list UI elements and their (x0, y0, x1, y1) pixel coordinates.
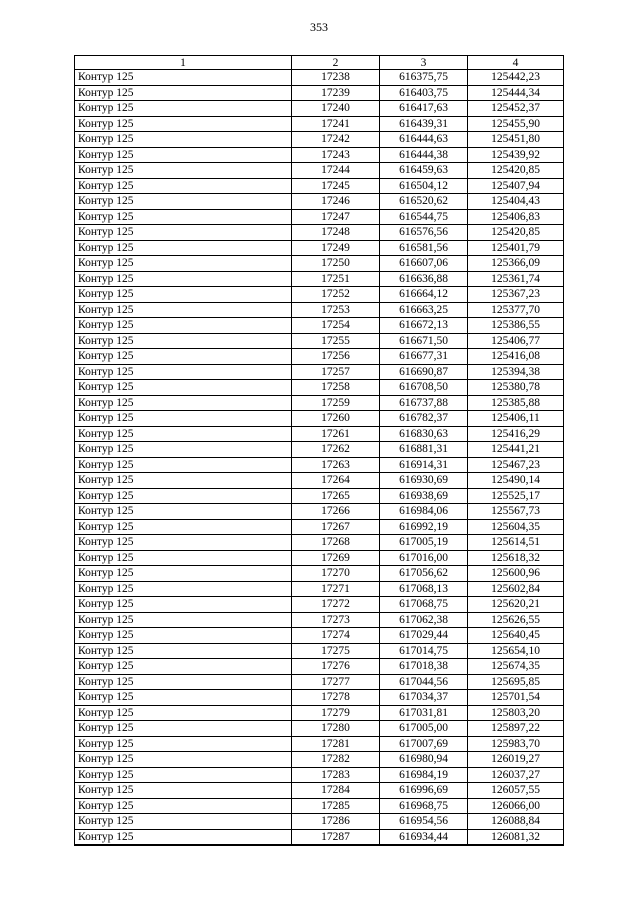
table-row (75, 101, 564, 117)
contour-name-cell: Контур 125 (75, 70, 292, 86)
point-number-cell: 17249 (292, 240, 380, 256)
table-row (75, 426, 564, 442)
y-coordinate-cell: 125406,83 (468, 209, 564, 225)
point-number-cell: 17268 (292, 535, 380, 551)
table-row (75, 767, 564, 783)
x-coordinate-cell: 616984,06 (380, 504, 468, 520)
x-coordinate-cell: 617034,37 (380, 690, 468, 706)
table-row (75, 178, 564, 194)
contour-name-cell: Контур 125 (75, 349, 292, 365)
point-number-cell: 17239 (292, 85, 380, 101)
y-coordinate-cell: 125451,80 (468, 132, 564, 148)
x-coordinate-cell: 616938,69 (380, 488, 468, 504)
contour-name-cell: Контур 125 (75, 473, 292, 489)
point-number-cell: 17267 (292, 519, 380, 535)
y-coordinate-cell: 125600,96 (468, 566, 564, 582)
contour-name-cell: Контур 125 (75, 194, 292, 210)
x-coordinate-cell: 617031,81 (380, 705, 468, 721)
table-row (75, 457, 564, 473)
contour-name-cell: Контур 125 (75, 752, 292, 768)
point-number-cell: 17248 (292, 225, 380, 241)
point-number-cell: 17261 (292, 426, 380, 442)
x-coordinate-cell: 616544,75 (380, 209, 468, 225)
table-row (75, 302, 564, 318)
x-coordinate-cell: 616737,88 (380, 395, 468, 411)
contour-name-cell: Контур 125 (75, 116, 292, 132)
table-row (75, 333, 564, 349)
contour-name-cell: Контур 125 (75, 163, 292, 179)
y-coordinate-cell: 126081,32 (468, 829, 564, 845)
column-header-3: 3 (380, 56, 468, 70)
table-row (75, 395, 564, 411)
x-coordinate-cell: 616984,19 (380, 767, 468, 783)
contour-name-cell: Контур 125 (75, 736, 292, 752)
y-coordinate-cell: 125386,55 (468, 318, 564, 334)
contour-name-cell: Контур 125 (75, 442, 292, 458)
table-body (75, 70, 564, 846)
x-coordinate-cell: 616459,63 (380, 163, 468, 179)
point-number-cell: 17279 (292, 705, 380, 721)
point-number-cell: 17255 (292, 333, 380, 349)
point-number-cell: 17273 (292, 612, 380, 628)
table-row (75, 829, 564, 845)
table-row (75, 442, 564, 458)
y-coordinate-cell: 125452,37 (468, 101, 564, 117)
point-number-cell: 17241 (292, 116, 380, 132)
point-number-cell: 17271 (292, 581, 380, 597)
contour-name-cell: Контур 125 (75, 504, 292, 520)
column-header-4: 4 (468, 56, 564, 70)
contour-name-cell: Контур 125 (75, 426, 292, 442)
table-row (75, 690, 564, 706)
table-row (75, 535, 564, 551)
x-coordinate-cell: 616636,88 (380, 271, 468, 287)
y-coordinate-cell: 125444,34 (468, 85, 564, 101)
point-number-cell: 17240 (292, 101, 380, 117)
table-row (75, 581, 564, 597)
y-coordinate-cell: 125420,85 (468, 225, 564, 241)
contour-name-cell: Контур 125 (75, 674, 292, 690)
contour-name-cell: Контур 125 (75, 411, 292, 427)
contour-name-cell: Контур 125 (75, 395, 292, 411)
table-row (75, 349, 564, 365)
table-row (75, 364, 564, 380)
y-coordinate-cell: 125640,45 (468, 628, 564, 644)
table-row (75, 147, 564, 163)
contour-name-cell: Контур 125 (75, 225, 292, 241)
y-coordinate-cell: 125416,08 (468, 349, 564, 365)
y-coordinate-cell: 125654,10 (468, 643, 564, 659)
x-coordinate-cell: 616504,12 (380, 178, 468, 194)
x-coordinate-cell: 617068,13 (380, 581, 468, 597)
x-coordinate-cell: 617007,69 (380, 736, 468, 752)
y-coordinate-cell: 125602,84 (468, 581, 564, 597)
table-row (75, 194, 564, 210)
contour-name-cell: Контур 125 (75, 535, 292, 551)
contour-name-cell: Контур 125 (75, 705, 292, 721)
table-row (75, 225, 564, 241)
point-number-cell: 17259 (292, 395, 380, 411)
y-coordinate-cell: 125441,21 (468, 442, 564, 458)
column-header-1: 1 (75, 56, 292, 70)
table-row (75, 612, 564, 628)
point-number-cell: 17266 (292, 504, 380, 520)
point-number-cell: 17244 (292, 163, 380, 179)
y-coordinate-cell: 125407,94 (468, 178, 564, 194)
table-row (75, 643, 564, 659)
x-coordinate-cell: 617014,75 (380, 643, 468, 659)
y-coordinate-cell: 125620,21 (468, 597, 564, 613)
x-coordinate-cell: 617068,75 (380, 597, 468, 613)
y-coordinate-cell: 125380,78 (468, 380, 564, 396)
x-coordinate-cell: 617018,38 (380, 659, 468, 675)
table-row (75, 597, 564, 613)
contour-name-cell: Контур 125 (75, 612, 292, 628)
point-number-cell: 17276 (292, 659, 380, 675)
contour-name-cell: Контур 125 (75, 829, 292, 845)
y-coordinate-cell: 125525,17 (468, 488, 564, 504)
x-coordinate-cell: 616996,69 (380, 783, 468, 799)
x-coordinate-cell: 616576,56 (380, 225, 468, 241)
y-coordinate-cell: 125367,23 (468, 287, 564, 303)
point-number-cell: 17262 (292, 442, 380, 458)
table-row (75, 814, 564, 830)
contour-name-cell: Контур 125 (75, 302, 292, 318)
table-row (75, 318, 564, 334)
y-coordinate-cell: 125439,92 (468, 147, 564, 163)
y-coordinate-cell: 125442,23 (468, 70, 564, 86)
x-coordinate-cell: 616934,44 (380, 829, 468, 845)
contour-name-cell: Контур 125 (75, 628, 292, 644)
x-coordinate-cell: 616607,06 (380, 256, 468, 272)
point-number-cell: 17254 (292, 318, 380, 334)
y-coordinate-cell: 125897,22 (468, 721, 564, 737)
y-coordinate-cell: 126019,27 (468, 752, 564, 768)
x-coordinate-cell: 616663,25 (380, 302, 468, 318)
x-coordinate-cell: 616968,75 (380, 798, 468, 814)
x-coordinate-cell: 616444,63 (380, 132, 468, 148)
contour-name-cell: Контур 125 (75, 798, 292, 814)
point-number-cell: 17246 (292, 194, 380, 210)
point-number-cell: 17287 (292, 829, 380, 845)
table-row (75, 628, 564, 644)
x-coordinate-cell: 616980,94 (380, 752, 468, 768)
point-number-cell: 17285 (292, 798, 380, 814)
x-coordinate-cell: 616375,75 (380, 70, 468, 86)
table-row (75, 752, 564, 768)
y-coordinate-cell: 125404,43 (468, 194, 564, 210)
point-number-cell: 17243 (292, 147, 380, 163)
contour-name-cell: Контур 125 (75, 690, 292, 706)
table-header (75, 56, 564, 70)
point-number-cell: 17260 (292, 411, 380, 427)
table-row (75, 70, 564, 86)
x-coordinate-cell: 616708,50 (380, 380, 468, 396)
table-row (75, 798, 564, 814)
x-coordinate-cell: 616581,56 (380, 240, 468, 256)
contour-name-cell: Контур 125 (75, 457, 292, 473)
contour-name-cell: Контур 125 (75, 101, 292, 117)
point-number-cell: 17265 (292, 488, 380, 504)
contour-name-cell: Контур 125 (75, 333, 292, 349)
y-coordinate-cell: 125455,90 (468, 116, 564, 132)
table-row (75, 736, 564, 752)
coordinates-table (74, 55, 564, 846)
table-row (75, 674, 564, 690)
y-coordinate-cell: 125618,32 (468, 550, 564, 566)
x-coordinate-cell: 617062,38 (380, 612, 468, 628)
contour-name-cell: Контур 125 (75, 209, 292, 225)
contour-name-cell: Контур 125 (75, 132, 292, 148)
contour-name-cell: Контур 125 (75, 85, 292, 101)
point-number-cell: 17286 (292, 814, 380, 830)
table-row (75, 132, 564, 148)
contour-name-cell: Контур 125 (75, 767, 292, 783)
point-number-cell: 17257 (292, 364, 380, 380)
y-coordinate-cell: 126088,84 (468, 814, 564, 830)
x-coordinate-cell: 616690,87 (380, 364, 468, 380)
point-number-cell: 17253 (292, 302, 380, 318)
column-header-2: 2 (292, 56, 380, 70)
table-row (75, 783, 564, 799)
point-number-cell: 17264 (292, 473, 380, 489)
y-coordinate-cell: 126066,00 (468, 798, 564, 814)
x-coordinate-cell: 616930,69 (380, 473, 468, 489)
contour-name-cell: Контур 125 (75, 364, 292, 380)
point-number-cell: 17282 (292, 752, 380, 768)
x-coordinate-cell: 616672,13 (380, 318, 468, 334)
point-number-cell: 17250 (292, 256, 380, 272)
table-row (75, 566, 564, 582)
header-row (75, 56, 564, 70)
contour-name-cell: Контур 125 (75, 287, 292, 303)
x-coordinate-cell: 616954,56 (380, 814, 468, 830)
x-coordinate-cell: 616992,19 (380, 519, 468, 535)
y-coordinate-cell: 125490,14 (468, 473, 564, 489)
point-number-cell: 17275 (292, 643, 380, 659)
table-row (75, 287, 564, 303)
x-coordinate-cell: 617044,56 (380, 674, 468, 690)
y-coordinate-cell: 125567,73 (468, 504, 564, 520)
x-coordinate-cell: 617029,44 (380, 628, 468, 644)
table-row (75, 721, 564, 737)
contour-name-cell: Контур 125 (75, 488, 292, 504)
point-number-cell: 17272 (292, 597, 380, 613)
x-coordinate-cell: 616671,50 (380, 333, 468, 349)
x-coordinate-cell: 616664,12 (380, 287, 468, 303)
y-coordinate-cell: 126037,27 (468, 767, 564, 783)
point-number-cell: 17277 (292, 674, 380, 690)
table-row (75, 256, 564, 272)
point-number-cell: 17280 (292, 721, 380, 737)
table-row (75, 550, 564, 566)
x-coordinate-cell: 616417,63 (380, 101, 468, 117)
contour-name-cell: Контур 125 (75, 659, 292, 675)
point-number-cell: 17256 (292, 349, 380, 365)
contour-name-cell: Контур 125 (75, 783, 292, 799)
table-row (75, 271, 564, 287)
table-row (75, 504, 564, 520)
point-number-cell: 17252 (292, 287, 380, 303)
x-coordinate-cell: 617005,19 (380, 535, 468, 551)
table-row (75, 411, 564, 427)
y-coordinate-cell: 125416,29 (468, 426, 564, 442)
x-coordinate-cell: 617056,62 (380, 566, 468, 582)
contour-name-cell: Контур 125 (75, 814, 292, 830)
y-coordinate-cell: 125385,88 (468, 395, 564, 411)
table-row (75, 240, 564, 256)
y-coordinate-cell: 125406,11 (468, 411, 564, 427)
y-coordinate-cell: 125695,85 (468, 674, 564, 690)
y-coordinate-cell: 125420,85 (468, 163, 564, 179)
point-number-cell: 17263 (292, 457, 380, 473)
point-number-cell: 17258 (292, 380, 380, 396)
contour-name-cell: Контур 125 (75, 271, 292, 287)
y-coordinate-cell: 125394,38 (468, 364, 564, 380)
point-number-cell: 17274 (292, 628, 380, 644)
y-coordinate-cell: 125401,79 (468, 240, 564, 256)
point-number-cell: 17284 (292, 783, 380, 799)
contour-name-cell: Контур 125 (75, 318, 292, 334)
point-number-cell: 17251 (292, 271, 380, 287)
point-number-cell: 17281 (292, 736, 380, 752)
table-row (75, 380, 564, 396)
y-coordinate-cell: 125377,70 (468, 302, 564, 318)
contour-name-cell: Контур 125 (75, 566, 292, 582)
contour-name-cell: Контур 125 (75, 581, 292, 597)
x-coordinate-cell: 616677,31 (380, 349, 468, 365)
x-coordinate-cell: 616520,62 (380, 194, 468, 210)
y-coordinate-cell: 125674,35 (468, 659, 564, 675)
contour-name-cell: Контур 125 (75, 147, 292, 163)
y-coordinate-cell: 125406,77 (468, 333, 564, 349)
x-coordinate-cell: 616881,31 (380, 442, 468, 458)
contour-name-cell: Контур 125 (75, 178, 292, 194)
contour-name-cell: Контур 125 (75, 240, 292, 256)
table-row (75, 163, 564, 179)
x-coordinate-cell: 616439,31 (380, 116, 468, 132)
x-coordinate-cell: 616914,31 (380, 457, 468, 473)
point-number-cell: 17269 (292, 550, 380, 566)
contour-name-cell: Контур 125 (75, 380, 292, 396)
contour-name-cell: Контур 125 (75, 519, 292, 535)
contour-name-cell: Контур 125 (75, 256, 292, 272)
y-coordinate-cell: 125467,23 (468, 457, 564, 473)
y-coordinate-cell: 125626,55 (468, 612, 564, 628)
x-coordinate-cell: 616830,63 (380, 426, 468, 442)
x-coordinate-cell: 617005,00 (380, 721, 468, 737)
contour-name-cell: Контур 125 (75, 721, 292, 737)
x-coordinate-cell: 616444,38 (380, 147, 468, 163)
y-coordinate-cell: 125604,35 (468, 519, 564, 535)
x-coordinate-cell: 617016,00 (380, 550, 468, 566)
point-number-cell: 17270 (292, 566, 380, 582)
x-coordinate-cell: 616782,37 (380, 411, 468, 427)
y-coordinate-cell: 126057,55 (468, 783, 564, 799)
y-coordinate-cell: 125803,20 (468, 705, 564, 721)
point-number-cell: 17278 (292, 690, 380, 706)
point-number-cell: 17283 (292, 767, 380, 783)
table-row (75, 473, 564, 489)
table-row (75, 85, 564, 101)
table-row (75, 659, 564, 675)
point-number-cell: 17238 (292, 70, 380, 86)
table-row (75, 116, 564, 132)
point-number-cell: 17245 (292, 178, 380, 194)
y-coordinate-cell: 125366,09 (468, 256, 564, 272)
table-row (75, 488, 564, 504)
y-coordinate-cell: 125361,74 (468, 271, 564, 287)
point-number-cell: 17242 (292, 132, 380, 148)
x-coordinate-cell: 616403,75 (380, 85, 468, 101)
contour-name-cell: Контур 125 (75, 643, 292, 659)
point-number-cell: 17247 (292, 209, 380, 225)
table-row (75, 705, 564, 721)
table-row (75, 209, 564, 225)
y-coordinate-cell: 125983,70 (468, 736, 564, 752)
contour-name-cell: Контур 125 (75, 550, 292, 566)
y-coordinate-cell: 125701,54 (468, 690, 564, 706)
contour-name-cell: Контур 125 (75, 597, 292, 613)
table-row (75, 519, 564, 535)
page-number: 353 (310, 20, 328, 34)
y-coordinate-cell: 125614,51 (468, 535, 564, 551)
